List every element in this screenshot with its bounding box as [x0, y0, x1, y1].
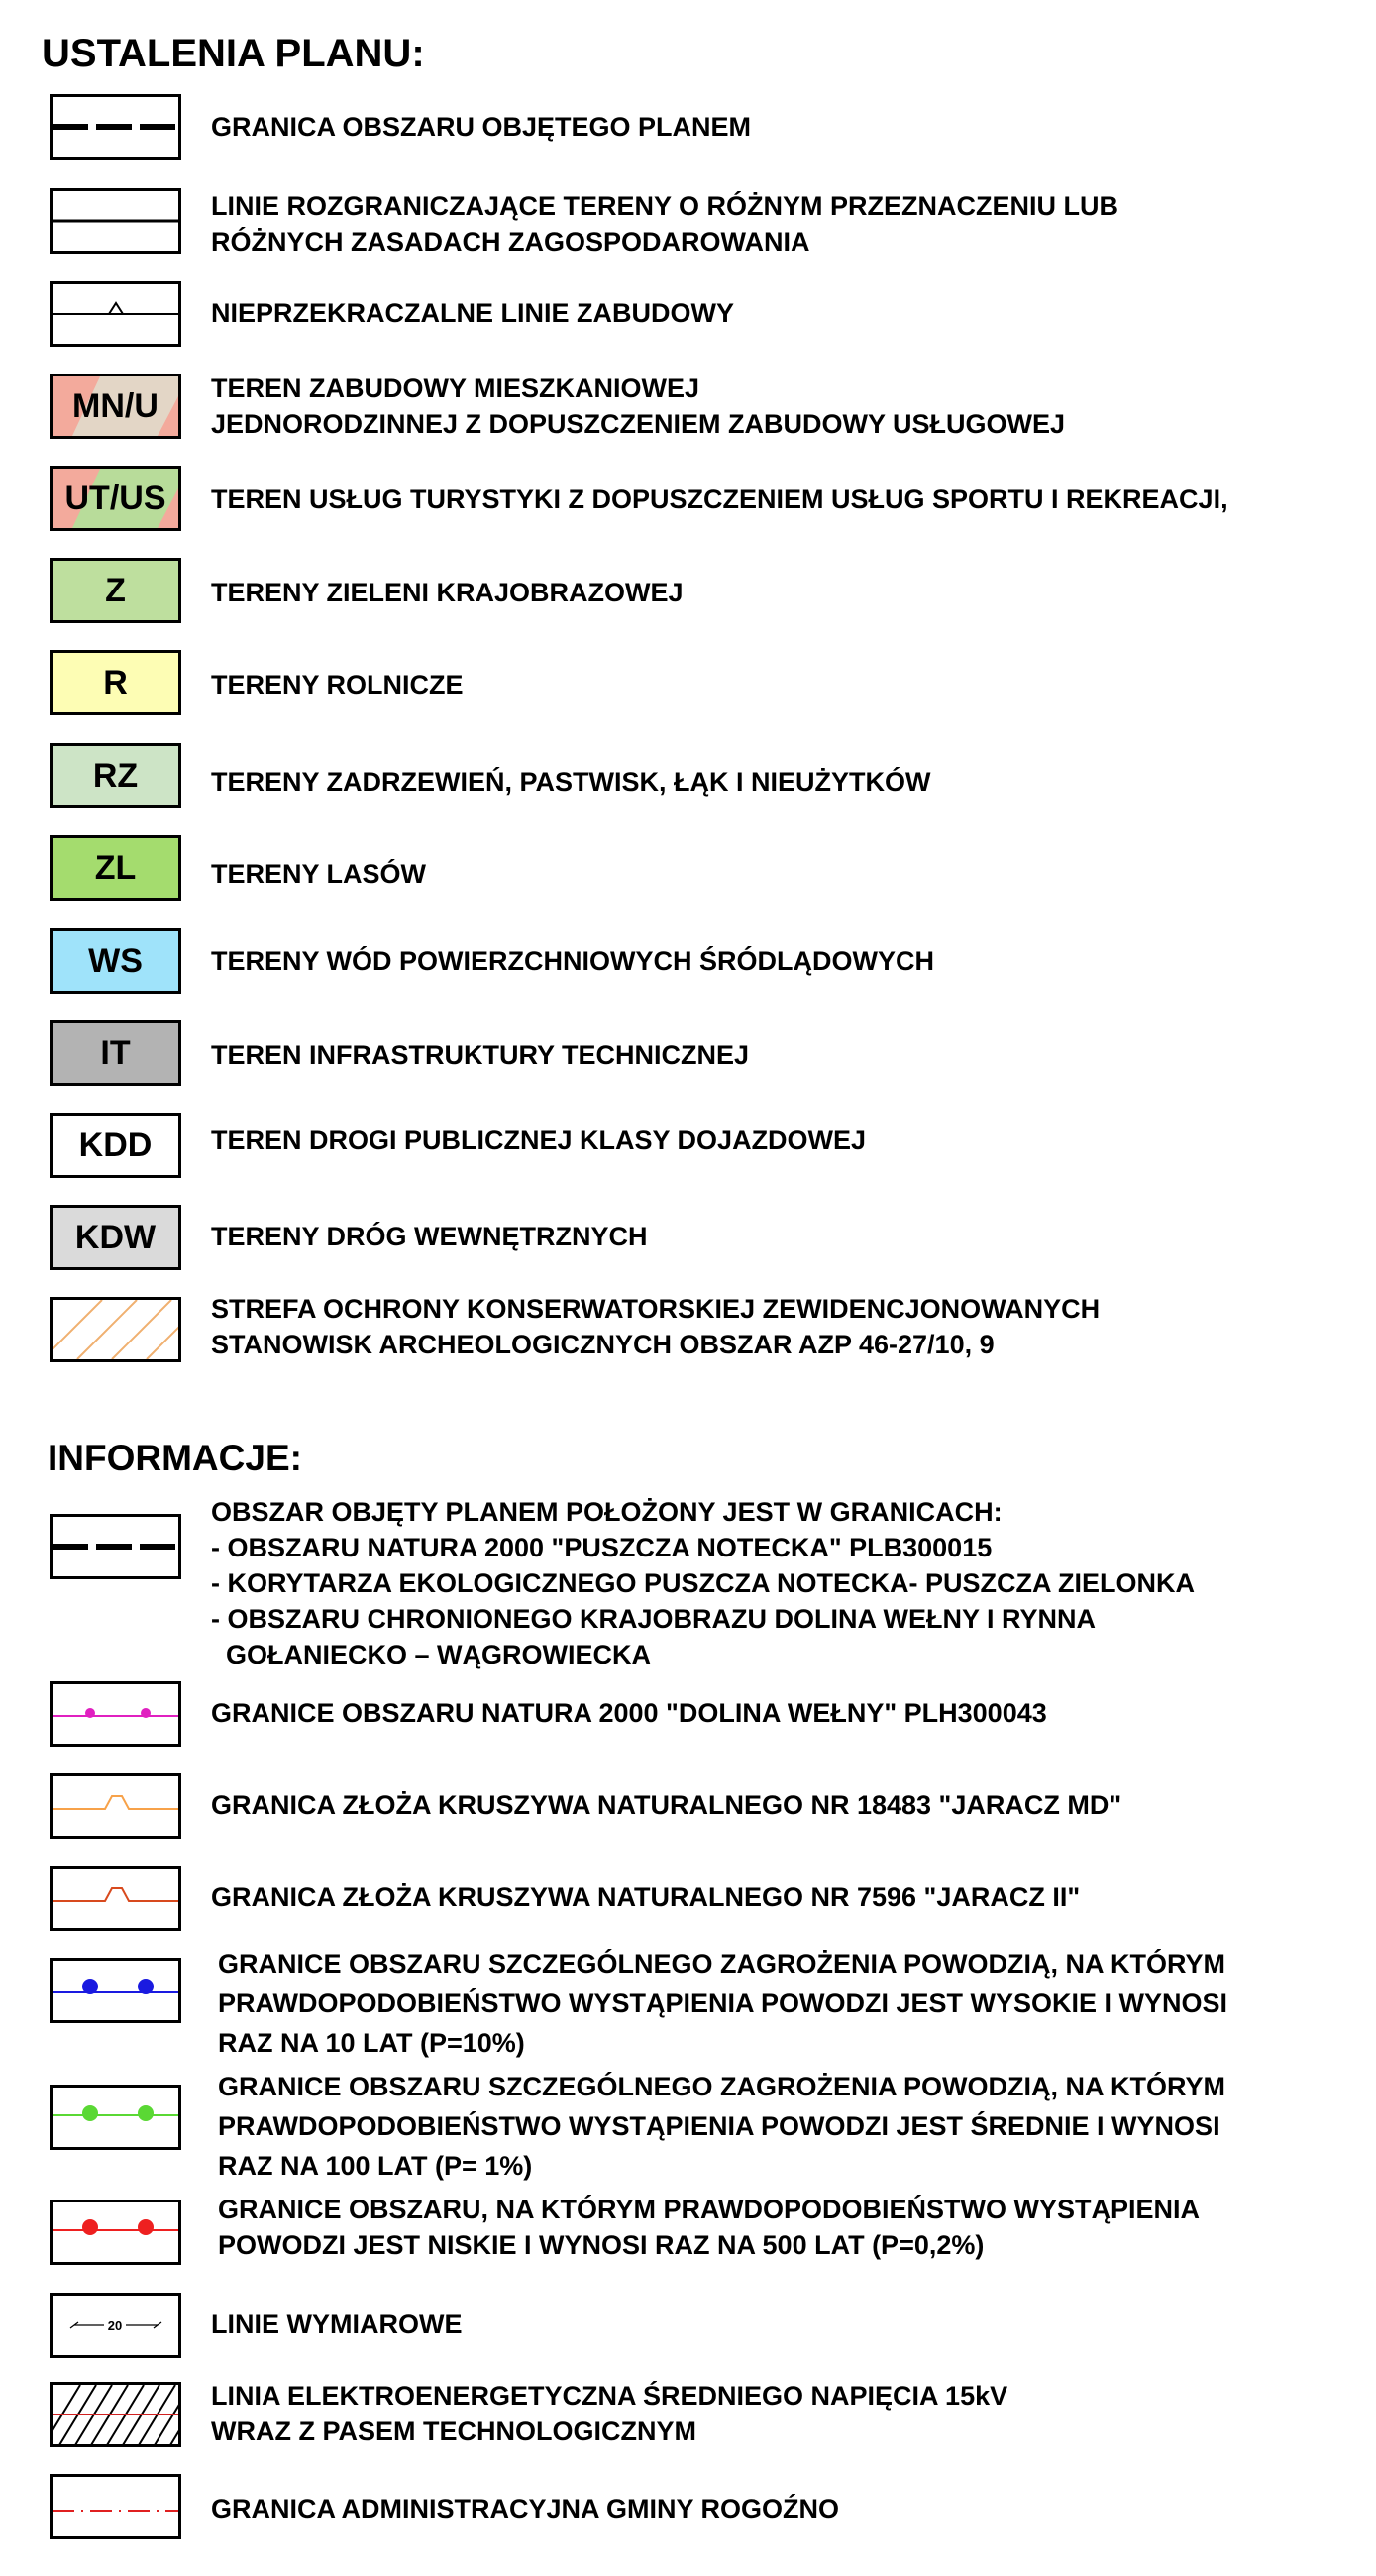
flood-100-line-1: GRANICE OBSZARU SZCZEGÓLNEGO ZAGROŻENIA POWODZIĄ, NA KTÓRYM [218, 2072, 1225, 2101]
dimension-lines-swatch [50, 2293, 181, 2358]
kdd-swatch [50, 1113, 181, 1178]
ut-us-label: TEREN USŁUG TURYSTYKI Z DOPUSZCZENIEM USŁUG SPORTU I REKREACJI, [211, 484, 1228, 514]
rz-label: TERENY ZADRZEWIEŃ, PASTWISK, ŁĄK I NIEUŻYTKÓW [211, 767, 931, 797]
power-line-label [211, 2378, 1007, 2449]
zl-code: ZL [94, 849, 137, 887]
ustalenia-heading: USTALENIA PLANU: [42, 32, 425, 75]
flood-100-line-2: PRAWDOPODOBIEŃSTWO WYSTĄPIENIA POWODZI JEST ŚREDNIE I WYNOSI [218, 2111, 1220, 2141]
it-code: IT [100, 1034, 131, 1072]
natura-swatch [50, 1681, 181, 1747]
ut-us-swatch [50, 466, 181, 531]
dimension-line-icon [53, 2296, 178, 2355]
blue-dot-line-icon [53, 1961, 178, 2020]
zl-label: TERENY LASÓW [211, 859, 427, 889]
flood-500-label [218, 2192, 1200, 2263]
green-dot-line-icon [53, 2088, 178, 2147]
flood-500-line-2: POWODZI JEST NISKIE I WYNOSI RAZ NA 500 LAT (P=0,2%) [218, 2230, 985, 2260]
flood-10-line-3: RAZ NA 10 LAT (P=10%) [218, 2028, 525, 2058]
mn-u-swatch [50, 374, 181, 439]
red-dash-dot-line-icon [53, 2477, 178, 2536]
kdd-label: TEREN DROGI PUBLICZNEJ KLASY DOJAZDOWEJ [211, 1126, 867, 1155]
it-label: TEREN INFRASTRUKTURY TECHNICZNEJ [211, 1040, 750, 1070]
dividing-lines-label [211, 188, 1118, 260]
kdw-swatch [50, 1205, 181, 1270]
plan-area-line-3: - KORYTARZA EKOLOGICZNEGO PUSZCZA NOTECKA- PUSZCZA ZIELONKA [211, 1568, 1195, 1598]
mn-u-line-2: JEDNORODZINNEJ Z DOPUSZCZENIEM ZABUDOWY USŁUGOWEJ [211, 409, 1066, 439]
plan-area-swatch [50, 1514, 181, 1579]
ws-label: TERENY WÓD POWIERZCHNIOWYCH ŚRÓDLĄDOWYCH [211, 946, 934, 976]
r-code: R [103, 664, 128, 701]
flood-10-label [218, 1944, 1227, 2063]
red-bump-line-icon [53, 1869, 178, 1928]
z-code: Z [105, 572, 126, 609]
deposit-ii-swatch [50, 1866, 181, 1931]
z-label: TERENY ZIELENI KRAJOBRAZOWEJ [211, 578, 684, 607]
archaeology-zone-swatch [50, 1297, 181, 1362]
kdw-label: TERENY DRÓG WEWNĘTRZNYCH [211, 1222, 648, 1251]
flood-100-line-3: RAZ NA 100 LAT (P= 1%) [218, 2151, 533, 2181]
flood-500-line-1: GRANICE OBSZARU, NA KTÓRYM PRAWDOPODOBIEŃSTWO WYSTĄPIENIA [218, 2195, 1201, 2224]
flood-10-line-1: GRANICE OBSZARU SZCZEGÓLNEGO ZAGROŻENIA POWODZIĄ, NA KTÓRYM [218, 1949, 1225, 1979]
solid-line-icon [53, 191, 178, 251]
admin-boundary-label: GRANICA ADMINISTRACYJNA GMINY ROGOŹNO [211, 2494, 840, 2523]
kdd-code: KDD [78, 1127, 153, 1164]
plan-area-label [211, 1494, 1195, 1672]
plan-area-line-2: - OBSZARU NATURA 2000 "PUSZCZA NOTECKA" PLB300015 [211, 1533, 993, 1562]
power-line-line-1: LINIA ELEKTROENERGETYCZNA ŚREDNIEGO NAPIĘCIA 15kV [211, 2381, 1008, 2411]
zl-swatch [50, 835, 181, 901]
building-lines-swatch [50, 281, 181, 347]
dimension-value: 20 [107, 2318, 123, 2333]
power-line-swatch [50, 2382, 181, 2447]
plan-boundary-label: GRANICA OBSZARU OBJĘTEGO PLANEM [211, 112, 752, 142]
archaeology-zone-line-2: STANOWISK ARCHEOLOGICZNYCH OBSZAR AZP 46-27/10, 9 [211, 1330, 995, 1359]
rz-code: RZ [92, 757, 139, 795]
plan-area-line-4: - OBSZARU CHRONIONEGO KRAJOBRAZU DOLINA WEŁNY I RYNNA [211, 1604, 1097, 1634]
rz-swatch [50, 743, 181, 808]
ws-swatch [50, 928, 181, 994]
deposit-md-label: GRANICA ZŁOŻA KRUSZYWA NATURALNEGO NR 18483 "JARACZ MD" [211, 1790, 1122, 1820]
power-line-hatch-icon [53, 2385, 178, 2447]
dash-thick-line-icon [53, 1517, 178, 1576]
building-lines-label: NIEPRZEKRACZALNE LINIE ZABUDOWY [211, 298, 734, 328]
plan-area-line-5: GOŁANIECKO – WĄGROWIECKA [211, 1640, 651, 1669]
magenta-dot-line-icon [53, 1684, 178, 1744]
mn-u-line-1: TEREN ZABUDOWY MIESZKANIOWEJ [211, 374, 700, 403]
r-label: TERENY ROLNICZE [211, 670, 464, 699]
plan-boundary-swatch [50, 94, 181, 160]
flood-100-label [218, 2067, 1225, 2186]
flood-500-swatch [50, 2200, 181, 2265]
orange-hatch-icon [53, 1300, 178, 1359]
ws-code: WS [88, 942, 143, 980]
red-dot-line-icon [53, 2202, 178, 2262]
dimension-lines-label: LINIE WYMIAROWE [211, 2309, 463, 2339]
mn-u-code: MN/U [72, 387, 159, 425]
archaeology-zone-label [211, 1291, 1100, 1362]
orange-bump-line-icon [53, 1776, 178, 1836]
plan-area-line-1: OBSZAR OBJĘTY PLANEM POŁOŻONY JEST W GRANICACH: [211, 1497, 1003, 1527]
dash-thick-line-icon [53, 97, 178, 157]
kdw-code: KDW [74, 1219, 157, 1256]
r-swatch [50, 650, 181, 715]
flood-100-swatch [50, 2085, 181, 2150]
z-swatch [50, 558, 181, 623]
it-swatch [50, 1020, 181, 1086]
dividing-lines-line-1: LINIE ROZGRANICZAJĄCE TERENY O RÓŻNYM PRZEZNACZENIU LUB [211, 191, 1119, 221]
flood-10-swatch [50, 1958, 181, 2023]
power-line-line-2: WRAZ Z PASEM TECHNOLOGICZNYM [211, 2416, 696, 2446]
deposit-md-swatch [50, 1773, 181, 1839]
archaeology-zone-line-1: STREFA OCHRONY KONSERWATORSKIEJ ZEWIDENCJONOWANYCH [211, 1294, 1101, 1324]
dividing-lines-swatch [50, 188, 181, 254]
ut-us-code: UT/US [64, 480, 166, 517]
triangle-line-icon [53, 284, 178, 344]
informacje-heading: INFORMACJE: [48, 1438, 302, 1478]
deposit-ii-label: GRANICA ZŁOŻA KRUSZYWA NATURALNEGO NR 7596 "JARACZ II" [211, 1882, 1081, 1912]
mn-u-label [211, 371, 1065, 442]
dividing-lines-line-2: RÓŻNYCH ZASADACH ZAGOSPODAROWANIA [211, 227, 810, 257]
admin-boundary-swatch [50, 2474, 181, 2539]
flood-10-line-2: PRAWDOPODOBIEŃSTWO WYSTĄPIENIA POWODZI JEST WYSOKIE I WYNOSI [218, 1988, 1228, 2018]
natura-label: GRANICE OBSZARU NATURA 2000 "DOLINA WEŁNY" PLH300043 [211, 1698, 1047, 1728]
